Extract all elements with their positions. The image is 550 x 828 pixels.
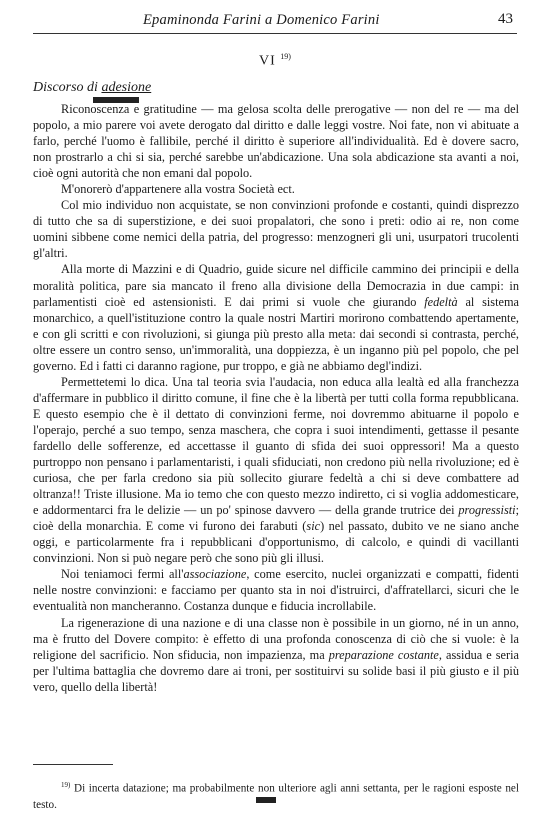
paragraph: Noi teniamoci fermi all'associazione, come esercito, nuclei organizzati e compatti, fidenti nelle nostre convinzioni: e facciamo per quanto sta in noi d'istruirci, d'affratellarci, sicuri che le eventualità non mancheranno. Costanza dunque e fiducia incrollabile. [33,567,519,614]
section-numeral: VI [259,53,276,69]
running-title: Epaminonda Farini a Domenico Farini [143,12,380,28]
running-header [33,8,517,36]
subtitle-text-b: adesione [101,80,152,95]
paragraph: Permettetemi lo dica. Una tal teoria svia l'audacia, non educa alla lealtà ed alla franchezza d'affermare in pubblico il diritto comune, il fine che è la libertà per tutti colla forma repubblicana. E questo esempio che è il dettato di convinzioni ferme, noi dovremmo abituarne il popolo e l'operajo, perché a suo tempo, senza maschera, che copra i suoi intendimenti, gettasse il pesante fardello delle sofferenze, ed accettasse il guanto di sfida dei suoi oppressori! Ma a questo purtroppo non pensano i parlamentaristi, i quali sfiduciati, non credono più nella rivoluzione; ed è curiosa, che per farla credono sia più sollecito giurare fedeltà a chi si deve combattere ad oltranza!! Triste illusione. Ma io temo che con questo mezzo indiretto, ci si voglia addomesticare, e addormentarci fra le delizie — un po' spinose davvero — della grande trutrice dei progressisti; cioè della monarchia. E come vi furono dei farabuti (sic) nel passato, dubito ve ne siano anche oggi, e particolarmente fra i repubblicani d'opportunismo, di calcolo, e quindi di vacillanti convinzioni. Non si può negare però che sono più gli illusi. [33,374,520,566]
body-text [33,101,519,695]
section-heading [0,52,550,70]
footnote-ref: 19) [61,781,71,789]
ink-smudge [256,797,276,803]
subtitle-text-a: Discorso di [33,80,102,95]
footnote-rule [33,764,113,765]
paragraph: Col mio individuo non acquistate, se non convinzioni profonde e costanti, quindi disprezzo di tutto che sa di superstizione, e dei suoi propalatori, che sono i preti: odio ai re, non come uomini sibbene come nemici della patria, del progresso: menzogneri gli uni, usurpatori trucolenti gl'altri. [33,198,519,261]
paragraph: La rigenerazione di una nazione e di una classe non è possibile in un giorno, né in un anno, ma è frutto del Dovere compito: è effetto di una profonda conoscenza di ciò che si vuole: è la religione del sacrificio. Non sfiducia, non impazienza, ma preparazione costante, assidua e seria per l'ultima battaglia che dovremo dare ai troni, per sostituirvi su solide basi il più giusto e il più vero, quello della libertà! [33,615,519,694]
paragraph: Alla morte di Mazzini e di Quadrio, guide sicure nel difficile cammino dei principii e della moralità politica, pare sia mancato il freno alla divisione della Democrazia in due campi: in parlamentisti cioè ed astensionisti. E dai primi si vuole che giurando fedeltà al sistema monarchico, a quell'istituzione contro la quale nostri Martiri morirono combattendo apertamente, e con gli scritti e con rivoluzioni, si giunga più presto alla meta: dai secondi si contrasta, perché, oltre essere un contro senso, un'immoralità, una doppiezza, è un inganno più pel popolo, che pel governo. Ed i fatti ci daranno ragione, pur troppo, e già ne abbiamo degl'indizi. [33,262,519,373]
header-rule [33,33,517,34]
document-subtitle [33,80,151,96]
footnote [33,777,519,813]
footnote-text: Di incerta datazione; ma probabilmente non ulteriore agli anni settanta, per le ragioni esposte nel testo. [33,782,520,811]
paragraph: Riconoscenza e gratitudine — ma gelosa scolta delle prerogative — non del re — ma del popolo, a mio parere voi avete derogato dal diritto e dalle leggi vostre. Noi fate, non vi abituate a farlo, perché l'uomo è fallibile, perché il diritto è superiore all'individualità. Ed è dovere sacro, non prostrarlo a chi si sia, perché sarebbe un'abdicazione. Una sola abdicazione sta avanti a noi, cioè ogni autorità che non emani dal popolo. [33,102,519,181]
paragraph: M'onorerò d'appartenere alla vostra Società ect. [61,182,295,197]
section-note-ref: 19) [280,52,291,61]
page-number: 43 [498,11,513,27]
